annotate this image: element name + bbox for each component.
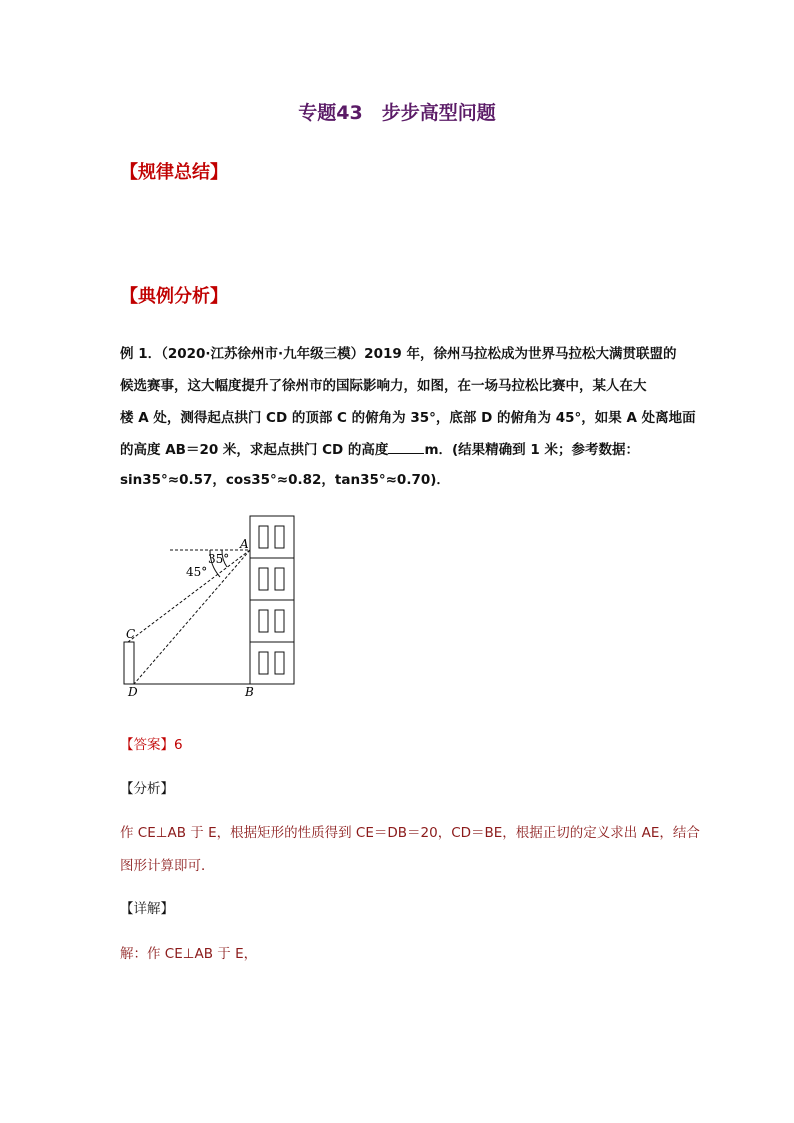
detail-line1: 解：作 CE⊥AB 于 E， xyxy=(120,946,258,962)
label-d: D xyxy=(128,685,138,699)
answer-blank xyxy=(388,441,424,454)
label-a: A xyxy=(240,537,249,551)
detail-tag: 【详解】 xyxy=(120,901,174,917)
angle-35-label: 35° xyxy=(208,552,230,566)
analysis-line1: 作 CE⊥AB 于 E，根据矩形的性质得到 CE＝DB＝20，CD＝BE，根据正切的定义求出 AE，结合 xyxy=(120,825,700,841)
example1-line4-pre: 的高度 AB＝20 米，求起点拱门 CD 的高度 xyxy=(120,442,389,458)
analysis-line2: 图形计算即可． xyxy=(120,858,215,874)
arch-cd xyxy=(124,642,134,684)
section-examples-heading: 【典例分析】 xyxy=(120,286,228,307)
answer-row xyxy=(120,733,183,753)
example1-line4 xyxy=(120,438,639,458)
example1-line5: sin35°≈0.57，cos35°≈0.82，tan35°≈0.70)． xyxy=(120,472,450,488)
example1-line2: 候选赛事，这大幅度提升了徐州市的国际影响力，如图，在一场马拉松比赛中，某人在大 xyxy=(120,378,647,394)
label-b: B xyxy=(245,685,254,699)
sightline-ac xyxy=(128,550,250,642)
geometry-figure xyxy=(110,510,310,700)
analysis-tag: 【分析】 xyxy=(120,781,174,797)
section-rules-heading: 【规律总结】 xyxy=(120,162,228,183)
angle-45-label: 45° xyxy=(186,565,208,579)
answer-tag: 【答案】 xyxy=(120,737,174,753)
label-c: C xyxy=(126,627,136,641)
example1-line1: 例 1．（2020·江苏徐州市·九年级三模）2019 年，徐州马拉松成为世界马拉松大满贯联盟的 xyxy=(120,346,677,362)
answer-value: 6 xyxy=(174,737,183,753)
page-title: 专题43 步步高型问题 xyxy=(298,102,496,124)
example1-line4-post: m．(结果精确到 1 米；参考数据： xyxy=(424,442,639,458)
example1-line3: 楼 A 处，测得起点拱门 CD 的顶部 C 的俯角为 35°，底部 D 的俯角为 45°，如果 A 处离地面 xyxy=(120,410,696,426)
